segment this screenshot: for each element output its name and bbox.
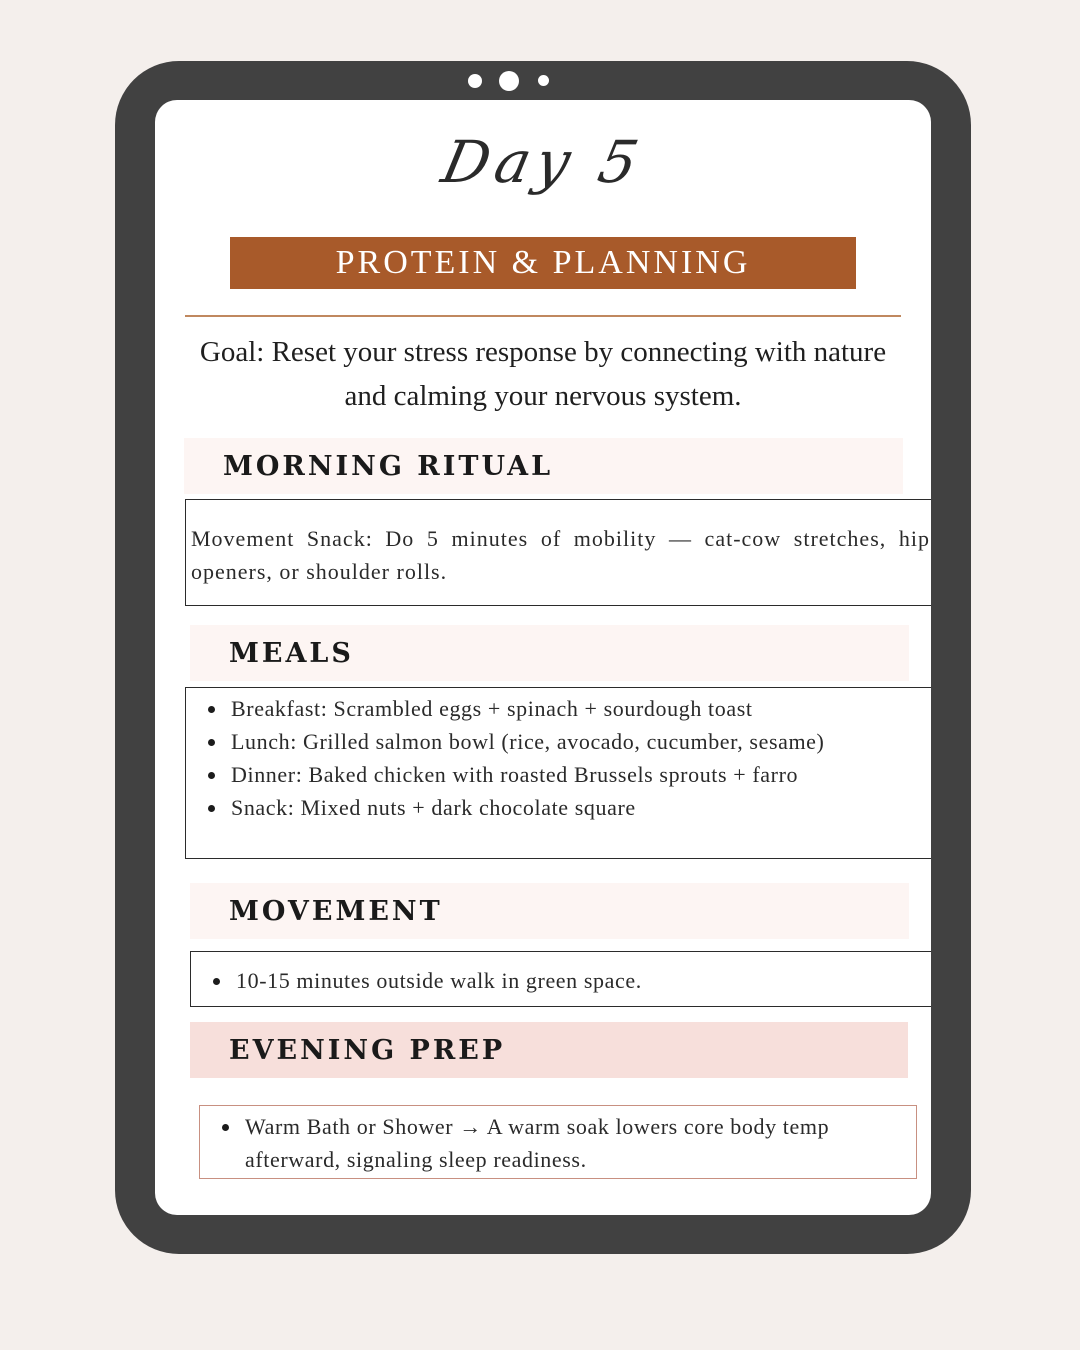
tablet-screen (155, 100, 931, 1215)
morning-ritual-box (185, 499, 931, 606)
list-item: Warm Bath or Shower → A warm soak lowers core body temp afterward, signaling sleep readiness. (245, 1110, 916, 1176)
list-item: Breakfast: Scrambled eggs + spinach + sourdough toast (231, 692, 931, 725)
section-heading-label: MORNING RITUAL (223, 450, 554, 482)
meals-box (185, 687, 931, 859)
day-title: Day 5 (436, 128, 650, 196)
morning-ritual-heading (184, 438, 903, 494)
section-heading-label: MOVEMENT (229, 895, 443, 927)
evening-prep-box (199, 1105, 917, 1179)
movement-heading (190, 883, 909, 939)
evening-prep-list (200, 1110, 916, 1176)
camera-dot-icon (468, 74, 482, 88)
morning-ritual-text: Movement Snack: Do 5 minutes of mobility — cat-cow stretches, hip openers, or shoulder rolls. (191, 526, 930, 584)
list-item: Lunch: Grilled salmon bowl (rice, avocado, cucumber, sesame) (231, 725, 931, 758)
tablet-frame (115, 61, 971, 1254)
goal-text: Goal: Reset your stress response by connecting with nature and calming your nervous system. (199, 336, 887, 412)
meals-list (186, 692, 931, 824)
theme-banner: PROTEIN & PLANNING (230, 237, 856, 289)
evening-prep-heading (190, 1022, 908, 1078)
list-item: Snack: Mixed nuts + dark chocolate square (231, 791, 931, 824)
list-item: Dinner: Baked chicken with roasted Brussels sprouts + farro (231, 758, 931, 791)
list-item: 10-15 minutes outside walk in green space. (236, 964, 931, 997)
camera-dot-icon (538, 75, 549, 86)
camera-lens-icon (499, 71, 519, 91)
section-heading-label: EVENING PREP (229, 1034, 506, 1066)
meals-heading (190, 625, 909, 681)
movement-list (191, 964, 931, 997)
divider (185, 315, 901, 317)
section-heading-label: MEALS (229, 637, 354, 669)
movement-box (190, 951, 931, 1007)
